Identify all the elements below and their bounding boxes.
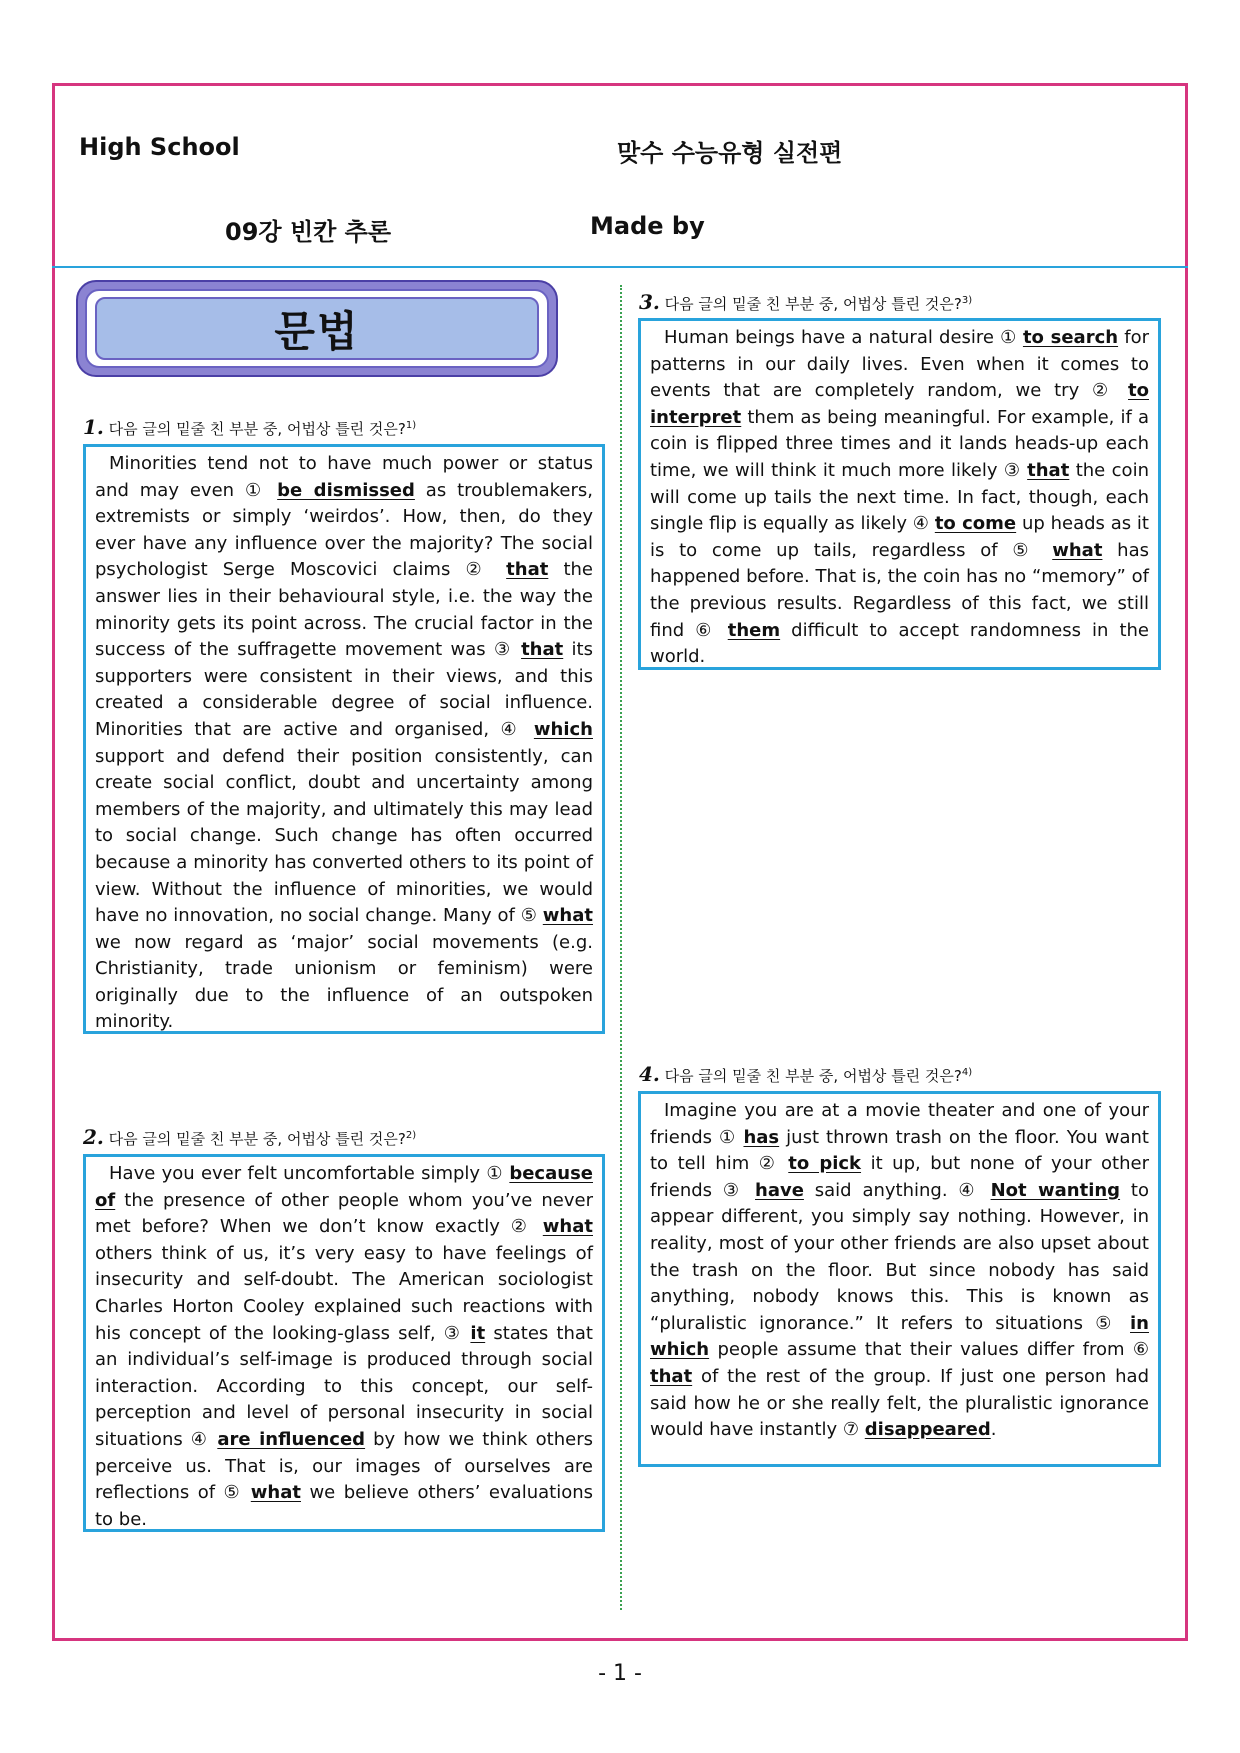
question-4-box: [638, 1091, 1161, 1467]
question-number: 4.: [639, 1062, 660, 1086]
underlined-choice: are influenced: [217, 1428, 366, 1450]
underlined-choice: that: [1027, 459, 1070, 481]
made-by-label: Made by: [590, 212, 705, 240]
footnote-marker: 4): [961, 1067, 973, 1078]
question-4-passage: Imagine you are at a movie theater and one of your friends ① has just thrown trash on the floor. You want to tell him ② to pick it up, but none of your other friends ③ have said anything. ④ Not wanting to appear different, you simply say nothing. However, in reality, most of your other friends are also upset about the trash on the floor. But since nobody has said anything, nobody knows this. This is known as “pluralistic ignorance.” It refers to situations ⑤ in which people assume that their values differ from ⑥ that of the rest of the group. If just one person had said how he or she really felt, the pluralistic ignorance would have instantly ⑦ disappeared.: [650, 1100, 1149, 1441]
question-3-passage: Human beings have a natural desire ① to search for patterns in our daily lives. Even when it comes to events that are completely random, we try ② to interpret them as being meaningful. For example, if a coin is flipped three times and it lands heads-up each time, we will think it much more likely ③ that the coin will come up tails the next time. In fact, though, each single flip is equally as likely ④ to come up heads as it is to come up tails, regardless of ⑤ what has happened before. That is, the coin has no “memory” of the previous results. Regardless of this fact, we still find ⑥ them difficult to accept randomness in the world.: [650, 327, 1149, 668]
underlined-choice: has: [743, 1126, 780, 1148]
question-number: 3.: [639, 290, 660, 314]
underlined-choice: what: [250, 1482, 301, 1504]
lesson-title: 09강 빈칸 추론: [225, 218, 392, 246]
footnote-marker: 1): [405, 420, 417, 431]
header-divider: [52, 266, 1188, 268]
underlined-choice: them: [727, 619, 781, 641]
page-number: - 1 -: [598, 1661, 642, 1686]
underlined-choice: that: [506, 559, 549, 581]
underlined-choice: that: [521, 639, 564, 661]
question-2-box: [83, 1154, 605, 1532]
underlined-choice: to search: [1022, 327, 1119, 348]
footnote-marker: 2): [405, 1130, 417, 1141]
question-1-passage: Minorities tend not to have much power or status and may even ① be dismissed as troublemakers, extremists or simply ‘weirdos’. How, then, do they ever have any influence over the majority? The social psychologist Serge Moscovici claims ② that the answer lies in their behavioural style, i.e. the way the minority gets its point across. The crucial factor in the success of the suffragette movement was ③ that its supporters were consistent in their views, and this created a considerable degree of social influence. Minorities that are active and organised, ④ which support and defend their position consistently, can create social conflict, doubt and uncertainty among members of the majority, and ultimately this may lead to social change. Such change has often occurred because a minority has converted others to its point of view. Without the influence of minorities, we would have no innovation, no social change. Many of ⑤ what we now regard as ‘major’ social movements (e.g. Christianity, trade unionism or feminism) were originally due to the influence of an outspoken minority.: [95, 453, 593, 1033]
underlined-choice: have: [755, 1179, 804, 1201]
underlined-choice: disappeared: [864, 1419, 991, 1441]
underlined-choice: what: [542, 905, 593, 927]
underlined-choice: to pick: [788, 1153, 862, 1175]
question-2-passage: Have you ever felt uncomfortable simply ① because of the presence of other people whom you’ve never met before? When we don’t know exactly ② what others think of us, it’s very easy to have feelings of insecurity and self-doubt. The American sociologist Charles Horton Cooley explained such reactions with his concept of the looking-glass self, ③ it states that an individual’s self-image is produced through social interaction. According to this concept, our self-perception and level of personal insecurity in social situations ④ are influenced by how we think others perceive us. That is, our images of ourselves are reflections of ⑤ what we believe others’ evaluations to be.: [95, 1163, 593, 1530]
underlined-choice: to interpret: [650, 380, 1149, 428]
question-number: 1.: [83, 415, 104, 439]
question-4-label: [639, 1062, 972, 1086]
underlined-choice: be dismissed: [277, 479, 415, 501]
question-prompt: 다음 글의 밑줄 친 부분 중, 어법상 틀린 것은?: [664, 1067, 962, 1085]
question-1-box: [83, 444, 605, 1034]
footnote-marker: 3): [961, 295, 973, 306]
book-title: 맞수 수능유형 실전편: [617, 139, 843, 167]
underlined-choice: Not wanting: [990, 1179, 1121, 1201]
question-number: 2.: [83, 1125, 104, 1149]
question-2-label: [83, 1125, 416, 1149]
underlined-choice: what: [1052, 539, 1103, 561]
underlined-choice: in which: [650, 1312, 1149, 1361]
question-3-box: [638, 318, 1161, 670]
section-title: 문법: [274, 306, 360, 356]
question-prompt: 다음 글의 밑줄 친 부분 중, 어법상 틀린 것은?: [108, 1130, 406, 1148]
question-prompt: 다음 글의 밑줄 친 부분 중, 어법상 틀린 것은?: [108, 420, 406, 438]
underlined-choice: that: [650, 1365, 693, 1387]
underlined-choice: which: [533, 718, 593, 740]
underlined-choice: because of: [95, 1163, 593, 1211]
column-divider: [620, 285, 622, 1610]
question-1-label: [83, 415, 416, 439]
school-label: High School: [79, 133, 240, 161]
question-3-label: [639, 290, 972, 314]
question-prompt: 다음 글의 밑줄 친 부분 중, 어법상 틀린 것은?: [664, 295, 962, 313]
underlined-choice: it: [470, 1322, 486, 1344]
underlined-choice: to come: [934, 513, 1017, 535]
underlined-choice: what: [542, 1216, 593, 1238]
section-title-banner: [76, 280, 558, 377]
